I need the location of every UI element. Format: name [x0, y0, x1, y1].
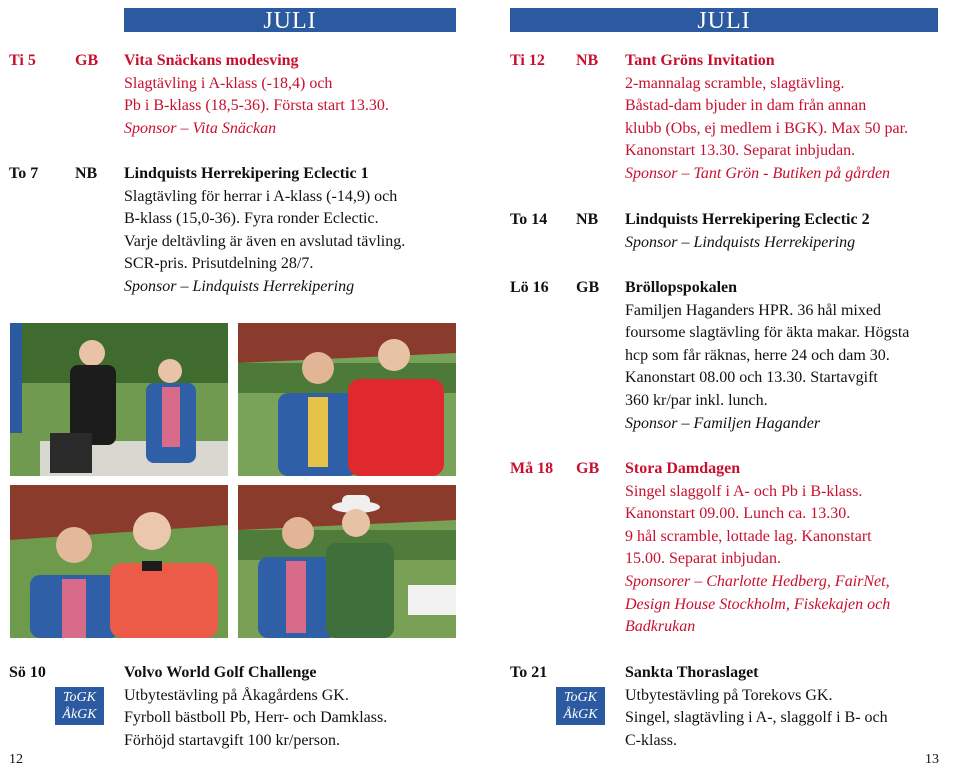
tag-line: ÅkGK	[62, 707, 97, 722]
event-line: Fyrboll bästboll Pb, Herr- och Damklass.	[124, 709, 388, 727]
event-sponsor: Badkrukan	[625, 618, 696, 636]
event-club: GB	[576, 279, 600, 296]
right-page	[482, 0, 959, 769]
event-ti5	[0, 50, 470, 145]
event-line: Utbytestävling på Åkagårdens GK.	[124, 686, 349, 704]
tag-line: ToGK	[63, 690, 96, 705]
event-line: Varje deltävling är även en avslutad tävling.	[124, 232, 406, 250]
page-number: 12	[9, 752, 23, 767]
event-title: Vita Snäckans modesving	[124, 52, 299, 69]
event-line: Slagtävling för herrar i A-klass (-14,9) och	[124, 187, 398, 205]
event-ti12	[482, 50, 959, 190]
event-club: NB	[576, 52, 599, 69]
event-title: Bröllopspokalen	[625, 279, 738, 296]
event-day: To 21	[510, 664, 548, 681]
event-to21	[482, 662, 959, 752]
event-to7	[0, 163, 470, 303]
event-line: C-klass.	[625, 731, 677, 749]
photo-hat-winner	[238, 485, 456, 638]
event-sponsor: Sponsorer – Charlotte Hedberg, FairNet,	[625, 572, 890, 590]
event-line: Singel, slagtävling i A-, slaggolf i B- och	[625, 709, 888, 727]
page-number: 13	[925, 752, 939, 767]
photo-junior-winner	[238, 323, 456, 476]
photo-prize-handshake	[10, 323, 228, 476]
event-line: 15.00. Separat inbjudan.	[625, 550, 781, 568]
left-page	[0, 0, 470, 769]
event-day: To 7	[9, 165, 39, 182]
event-lo16	[482, 277, 959, 437]
event-day: Ti 12	[510, 52, 545, 69]
tag-line: ToGK	[564, 690, 597, 705]
event-title: Sankta Thoraslaget	[625, 664, 759, 681]
event-line: 360 kr/par inkl. lunch.	[625, 391, 768, 409]
tag-line: ÅkGK	[563, 707, 598, 722]
event-line: 9 hål scramble, lottade lag. Kanonstart	[625, 527, 872, 545]
club-exchange-tag	[556, 687, 605, 725]
event-line: Singel slaggolf i A- och Pb i B-klass.	[625, 482, 863, 500]
event-line: Förhöjd startavgift 100 kr/person.	[124, 731, 340, 749]
event-title: Volvo World Golf Challenge	[124, 664, 317, 681]
event-club: GB	[75, 52, 99, 69]
event-day: Må 18	[510, 460, 554, 477]
event-title: Lindquists Herrekipering Eclectic 2	[625, 211, 870, 228]
event-club: GB	[576, 460, 600, 477]
event-day: Lö 16	[510, 279, 549, 296]
event-line: hcp som får räknas, herre 24 och dam 30.	[625, 346, 890, 364]
event-day: To 14	[510, 211, 548, 228]
event-line: 2-mannalag scramble, slagtävling.	[625, 74, 845, 92]
event-line: SCR-pris. Prisutdelning 28/7.	[124, 255, 314, 273]
event-line: Kanonstart 09.00. Lunch ca. 13.30.	[625, 505, 851, 523]
event-to14	[482, 209, 959, 257]
event-line: Pb i B-klass (18,5-36). Första start 13.30.	[124, 97, 389, 115]
event-sponsor: Sponsor – Lindquists Herrekipering	[124, 277, 355, 295]
event-club: NB	[576, 211, 599, 228]
event-sponsor: Sponsor – Tant Grön - Butiken på gården	[625, 164, 891, 182]
month-banner: JULI	[124, 8, 456, 32]
event-sponsor: Sponsor – Lindquists Herrekipering	[625, 233, 856, 251]
event-line: B-klass (15,0-36). Fyra ronder Eclectic.	[124, 210, 379, 228]
event-day: Sö 10	[9, 664, 46, 681]
event-line: Slagtävling i A-klass (-18,4) och	[124, 74, 333, 92]
event-ma18	[482, 458, 959, 643]
event-line: Båstad-dam bjuder in dam från annan	[625, 97, 867, 115]
event-sponsor: Sponsor – Familjen Hagander	[625, 414, 821, 432]
event-line: Kanonstart 13.30. Separat inbjudan.	[625, 142, 856, 160]
month-banner: JULI	[510, 8, 938, 32]
event-line: foursome slagtävling för äkta makar. Högsta	[625, 324, 910, 342]
event-title: Stora Damdagen	[625, 460, 741, 477]
event-title: Lindquists Herrekipering Eclectic 1	[124, 165, 369, 182]
event-title: Tant Gröns Invitation	[625, 52, 775, 69]
event-line: klubb (Obs, ej medlem i BGK). Max 50 par.	[625, 119, 909, 137]
photo-two-men-smiling	[10, 485, 228, 638]
event-club: NB	[75, 165, 98, 182]
event-line: Utbytestävling på Torekovs GK.	[625, 686, 833, 704]
event-day: Ti 5	[9, 52, 36, 69]
event-sponsor: Sponsor – Vita Snäckan	[124, 119, 277, 137]
club-exchange-tag	[55, 687, 104, 725]
event-sponsor: Design House Stockholm, Fiskekajen och	[625, 595, 891, 613]
event-line: Kanonstart 08.00 och 13.30. Startavgift	[625, 369, 878, 387]
event-line: Familjen Haganders HPR. 36 hål mixed	[625, 301, 881, 319]
